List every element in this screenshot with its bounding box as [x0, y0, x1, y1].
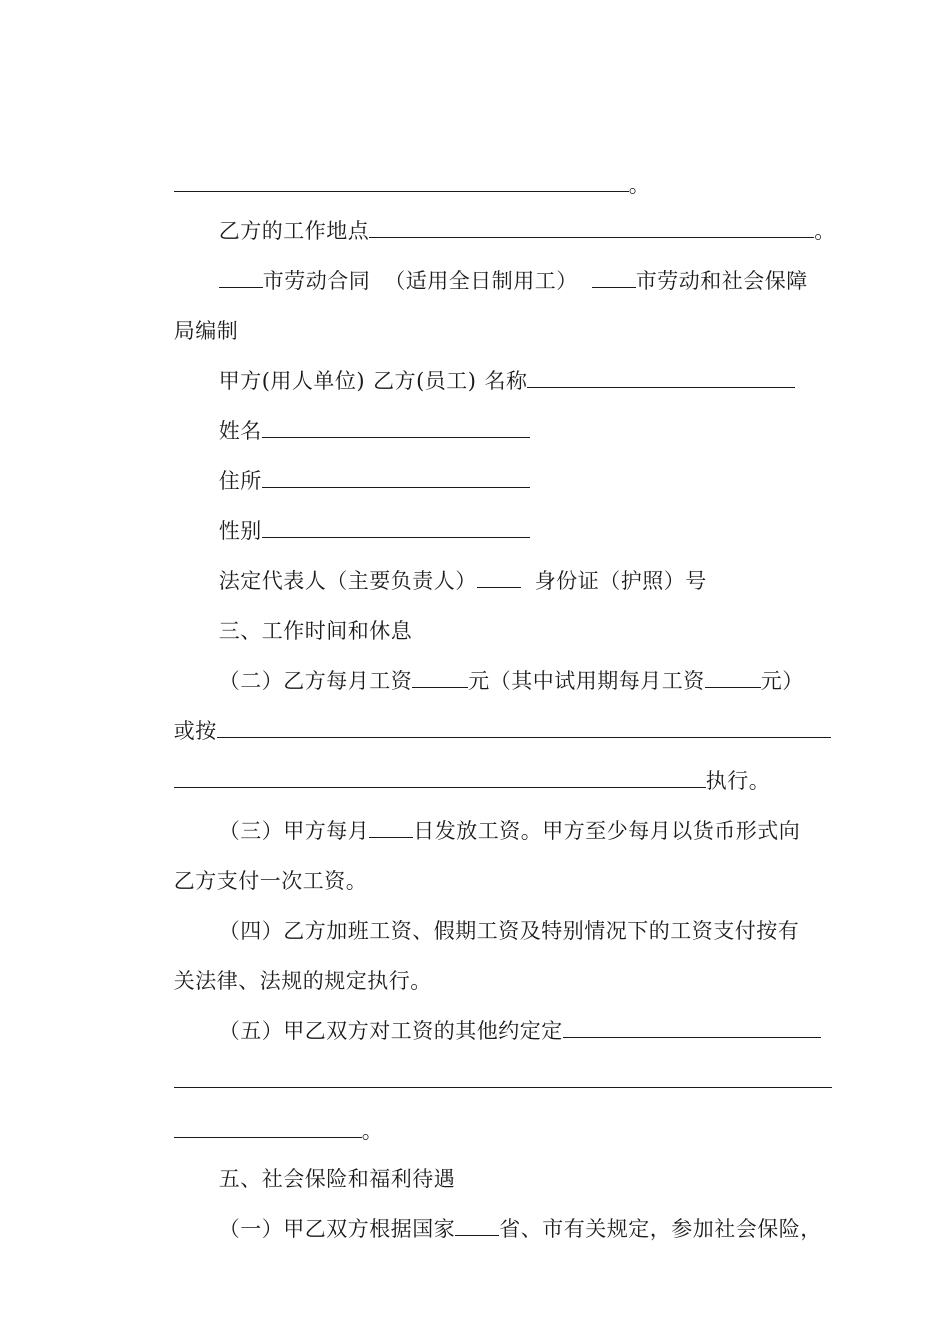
- section-heading: [190, 586, 413, 643]
- payday-text: 日发放工资。甲方至少每月以货币形式向: [413, 819, 801, 843]
- gender-label: 性别: [218, 519, 262, 543]
- other-agreement-label: （五）甲乙双方对工资的其他约定定: [218, 1019, 563, 1043]
- or-according-line: [145, 686, 831, 743]
- gender-line: [190, 486, 530, 543]
- payday-line-end: [145, 836, 368, 893]
- payday-line: [190, 786, 801, 843]
- execute-line: [145, 736, 771, 793]
- work-location-line: [190, 186, 836, 243]
- monthly-salary-label: （二）乙方每月工资: [218, 669, 413, 693]
- blank-line-continuation: [145, 140, 651, 197]
- parties-line: [190, 336, 795, 393]
- punctuation: 。: [361, 1119, 384, 1143]
- name-blank[interactable]: [527, 369, 795, 388]
- contract-title-line: [190, 236, 808, 293]
- address-line: [190, 436, 530, 493]
- social-insurance-line: [190, 1184, 822, 1241]
- contract-subtitle: （适用全日制用工）: [384, 269, 578, 293]
- province-blank[interactable]: [455, 1217, 499, 1236]
- probation-salary-label: 元（其中试用期每月工资: [468, 669, 705, 693]
- other-agreement-continuation: [145, 1036, 832, 1066]
- section-three-title: 三、工作时间和休息: [218, 619, 413, 643]
- punctuation: 。: [814, 219, 836, 243]
- party-b-label: 乙方(员工): [373, 369, 477, 393]
- legal-rep-line: [190, 536, 707, 593]
- overtime-line-end: [145, 936, 432, 993]
- salary-line: [190, 636, 804, 693]
- overtime-line: [190, 886, 800, 943]
- bureau-city-blank[interactable]: [592, 269, 636, 288]
- other-agreement-end: [145, 1086, 384, 1143]
- contract-title: 市劳动合同: [262, 269, 371, 293]
- social-insurance-text: 省、市有关规定，参加社会保险，: [499, 1217, 822, 1241]
- payday-blank[interactable]: [369, 819, 413, 838]
- name-label: 名称: [484, 369, 528, 393]
- bureau-line-end: [145, 286, 239, 343]
- surname-line: [190, 386, 530, 443]
- execute-label: 执行。: [705, 769, 771, 793]
- currency-label: 元）: [760, 669, 804, 693]
- section-heading: [190, 1134, 456, 1191]
- id-number-label: 身份证（护照）号: [534, 569, 707, 593]
- address-label: 住所: [218, 469, 262, 493]
- or-according-label: 或按: [173, 719, 217, 743]
- social-insurance-label: （一）甲乙双方根据国家: [218, 1217, 456, 1241]
- bureau-compiled: 局编制: [173, 319, 239, 343]
- party-a-label: 甲方(用人单位): [218, 369, 366, 393]
- payday-label: （三）甲方每月: [218, 819, 370, 843]
- payday-text-end: 乙方支付一次工资。: [173, 869, 368, 893]
- overtime-text: （四）乙方加班工资、假期工资及特别情况下的工资支付按有: [218, 919, 800, 943]
- overtime-text-end: 关法律、法规的规定执行。: [173, 969, 432, 993]
- bureau-name: 市劳动和社会保障: [635, 269, 808, 293]
- legal-rep-label: 法定代表人（主要负责人）: [218, 569, 477, 593]
- other-agreement-line: [190, 986, 821, 1043]
- work-location-label: 乙方的工作地点: [218, 219, 370, 243]
- punctuation: 。: [628, 173, 651, 197]
- surname-label: 姓名: [218, 419, 262, 443]
- section-five-title: 五、社会保险和福利待遇: [218, 1167, 456, 1191]
- legal-rep-blank[interactable]: [477, 569, 521, 588]
